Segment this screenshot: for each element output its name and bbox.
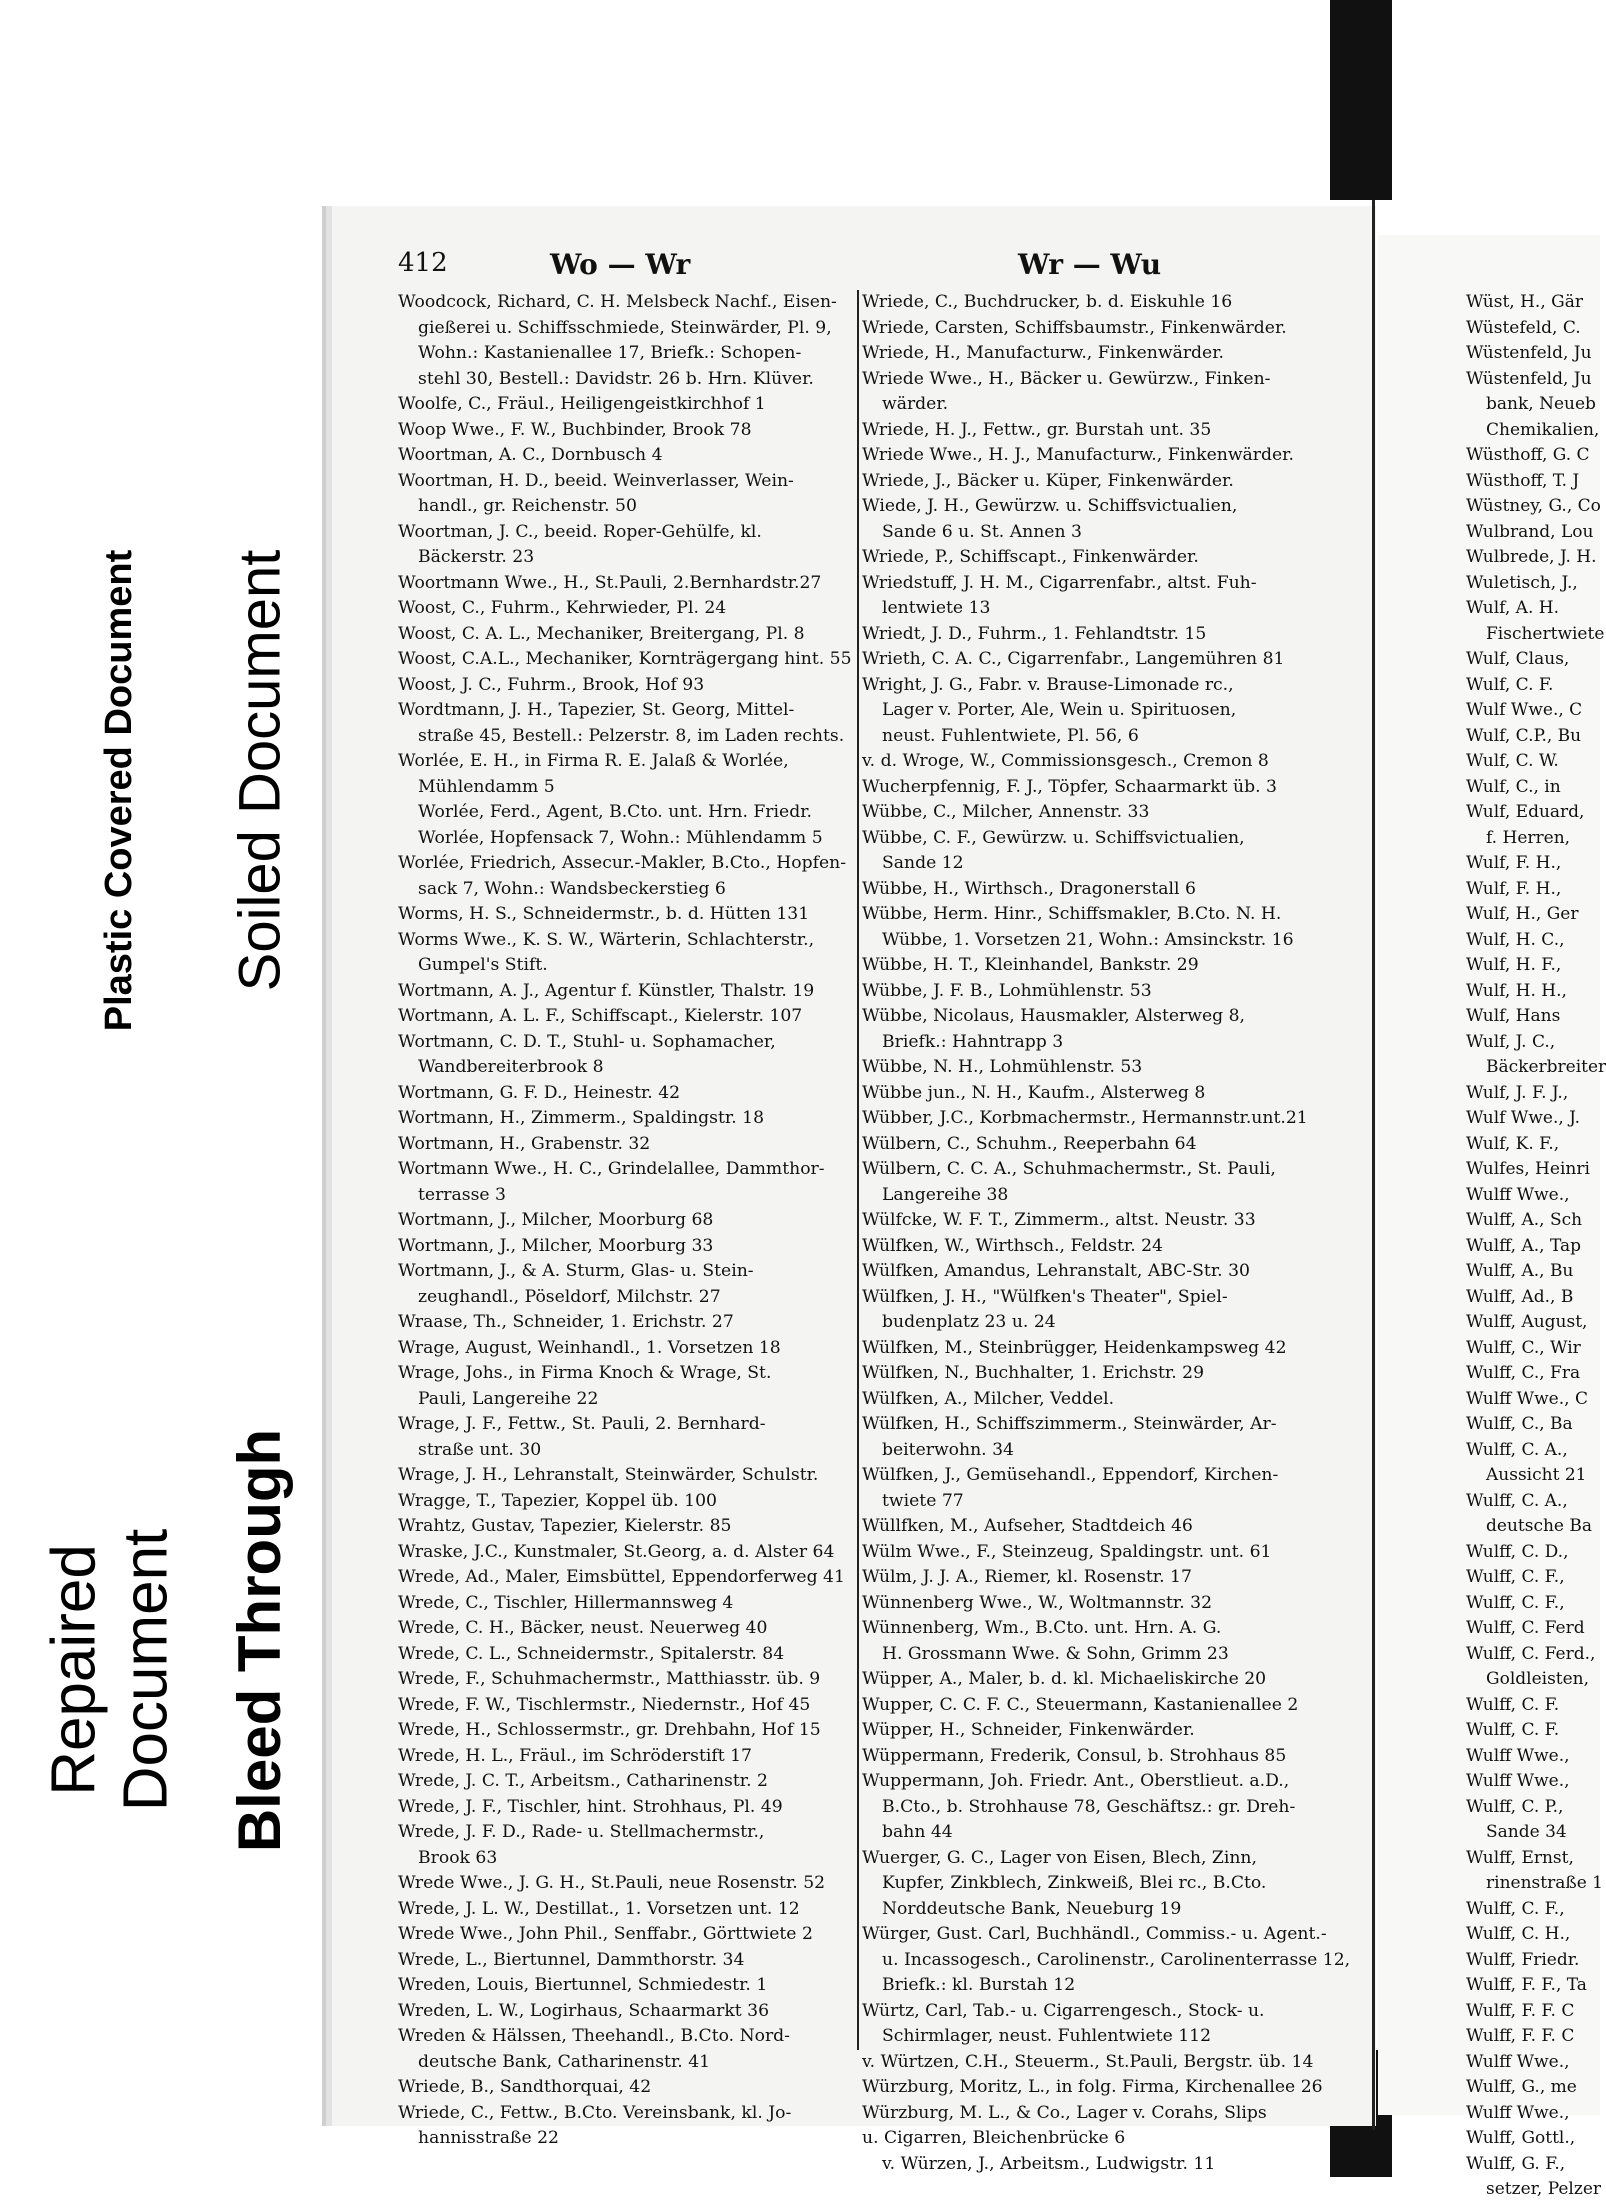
directory-entry-line: Aussicht 21 bbox=[1486, 1465, 1587, 1485]
directory-entry-line: Wrede, C. L., Schneidermstr., Spitalerstr. 84 bbox=[398, 1643, 785, 1664]
directory-entry-line: Wüpper, A., Maler, b. d. kl. Michaeliskirche 20 bbox=[862, 1669, 1267, 1689]
directory-entry-line: Wrede, F., Schuhmachermstr., Matthiasstr. üb. 9 bbox=[398, 1669, 821, 1689]
directory-entry-line: Wulff, C. F. bbox=[1466, 1720, 1560, 1740]
directory-entry-line: Wulff, C. Ferd., bbox=[1466, 1643, 1596, 1664]
directory-entry-line: terrasse 3 bbox=[418, 1184, 506, 1205]
directory-entry-line: Norddeutsche Bank, Neueburg 19 bbox=[882, 1898, 1182, 1919]
directory-entry-line: Wüst, H., Gär bbox=[1466, 292, 1583, 312]
directory-entry-line: Wulff, C. Ferd bbox=[1466, 1618, 1585, 1638]
directory-entry-line: Woost, C. A. L., Mechaniker, Breitergang, Pl. 8 bbox=[398, 623, 805, 644]
directory-entry-line: Wülfken, Amandus, Lehranstalt, ABC-Str. 30 bbox=[862, 1261, 1250, 1281]
directory-entry-line: Wriede Wwe., H. J., Manufacturw., Finkenwärder. bbox=[862, 445, 1294, 465]
directory-entry-line: Wulff, F. F., Ta bbox=[1466, 1975, 1587, 1995]
directory-entry-line: Wortmann, G. F. D., Heinestr. 42 bbox=[398, 1082, 681, 1103]
directory-entry-line: Wulff, G., me bbox=[1466, 2077, 1577, 2097]
directory-entry-line: Wulff, C. F., bbox=[1466, 1567, 1565, 1587]
directory-entry-line: Sande 12 bbox=[882, 853, 964, 873]
directory-entry-line: Wrede, C. H., Bäcker, neust. Neuerweg 40 bbox=[398, 1618, 768, 1638]
directory-entry-line: Wulf, J. F. J., bbox=[1466, 1082, 1569, 1103]
directory-entry-line: Woortman, A. C., Dornbusch 4 bbox=[398, 445, 663, 465]
directory-entry-line: Wübbe, 1. Vorsetzen 21, Wohn.: Amsinckstr. 16 bbox=[882, 929, 1294, 950]
label-repaired bbox=[20, 1410, 200, 1930]
directory-entry-line: Wulff, A., Bu bbox=[1466, 1261, 1574, 1281]
directory-entry-line: Wupper, C. C. F. C., Steuermann, Kastanienallee 2 bbox=[862, 1694, 1299, 1715]
directory-entry-line: Woost, C.A.L., Mechaniker, Kornträgergang hint. 55 bbox=[398, 649, 852, 669]
directory-entry-line: Worms Wwe., K. S. W., Wärterin, Schlachterstr., bbox=[398, 929, 815, 950]
directory-entry-line: Wulff Wwe., bbox=[1466, 2051, 1570, 2072]
directory-entry-line: Wülfcke, W. F. T., Zimmerm., altst. Neustr. 33 bbox=[862, 1210, 1256, 1230]
directory-entry-line: twiete 77 bbox=[882, 1490, 964, 1511]
directory-entry-line: Worlée, E. H., in Firma R. E. Jalaß & Worlée, bbox=[398, 751, 789, 771]
directory-entry-line: gießerei u. Schiffsschmiede, Steinwärder, Pl. 9, bbox=[418, 317, 832, 338]
directory-entry-line: Wrage, J. H., Lehranstalt, Steinwärder, Schulstr. bbox=[398, 1465, 819, 1485]
directory-entry-line: Wülfken, H., Schiffszimmerm., Steinwärder, Ar- bbox=[862, 1414, 1277, 1434]
directory-entry-line: Wortmann, A. L. F., Schiffscapt., Kielerstr. 107 bbox=[398, 1006, 803, 1026]
directory-entry-line: Wulff Wwe., bbox=[1466, 1745, 1570, 1766]
directory-entry-line: Wulf, F. H., bbox=[1466, 853, 1562, 873]
directory-entry-line: Wortmann, C. D. T., Stuhl- u. Sophamacher, bbox=[398, 1031, 776, 1052]
directory-entry-line: Wriedstuff, J. H. M., Cigarrenfabr., altst. Fuh- bbox=[862, 572, 1257, 593]
directory-entry-line: Wulf, Claus, bbox=[1466, 649, 1570, 669]
directory-column-adjacent bbox=[1466, 290, 1606, 2203]
directory-entry-line: Wülbern, C. C. A., Schuhmachermstr., St. Pauli, bbox=[862, 1159, 1276, 1179]
directory-entry-line: Wulff Wwe., bbox=[1466, 1771, 1570, 1791]
directory-entry-line: Wulf, C., in bbox=[1466, 776, 1561, 797]
directory-entry-line: Wreden, Louis, Biertunnel, Schmiedestr. 1 bbox=[398, 1975, 768, 1995]
directory-entry-line: f. Herren, bbox=[1486, 827, 1571, 848]
directory-entry-line: Wulf, F. H., bbox=[1466, 878, 1562, 899]
directory-entry-line: Würtz, Carl, Tab.- u. Cigarrengesch., Stock- u. bbox=[862, 2000, 1265, 2021]
directory-entry-line: Woost, C., Fuhrm., Kehrwieder, Pl. 24 bbox=[398, 598, 727, 618]
directory-entry-line: Wiede, J. H., Gewürzw. u. Schiffsvictualien, bbox=[862, 496, 1238, 516]
directory-entry-line: Wulbrede, J. H. bbox=[1466, 547, 1597, 567]
directory-entry-line: deutsche Bank, Catharinenstr. 41 bbox=[418, 2051, 711, 2072]
label-repaired-line1: Repaired bbox=[39, 1544, 109, 1796]
directory-entry-line: Bäckerstr. 23 bbox=[418, 547, 535, 567]
directory-entry-line: Wulff, C. F. bbox=[1466, 1694, 1560, 1715]
directory-entry-line: Wülfken, A., Milcher, Veddel. bbox=[862, 1388, 1115, 1409]
directory-entry-line: Wülfken, M., Steinbrügger, Heidenkampsweg 42 bbox=[862, 1337, 1287, 1358]
directory-entry-line: Wulff, C. D., bbox=[1466, 1541, 1569, 1562]
directory-entry-line: Wrede, J. L. W., Destillat., 1. Vorsetzen unt. 12 bbox=[398, 1898, 800, 1919]
directory-column-right bbox=[862, 290, 1351, 2177]
directory-entry-line: Wübber, J.C., Korbmachermstr., Hermannstr.unt.21 bbox=[862, 1108, 1308, 1128]
directory-entry-line: Wrede, F. W., Tischlermstr., Niedernstr., Hof 45 bbox=[398, 1694, 811, 1715]
directory-entry-line: Wulbrand, Lou bbox=[1466, 521, 1594, 542]
label-soiled bbox=[208, 440, 312, 1100]
directory-entry-line: Wulff, A., Tap bbox=[1466, 1235, 1581, 1256]
directory-entry-line: Wulf, C. F. bbox=[1466, 674, 1554, 695]
directory-entry-line: Woodcock, Richard, C. H. Melsbeck Nachf., Eisen- bbox=[398, 292, 837, 312]
directory-entry-line: Wülbern, C., Schuhm., Reeperbahn 64 bbox=[862, 1133, 1197, 1154]
directory-entry-line: Wüstefeld, C. bbox=[1466, 317, 1581, 338]
directory-entry-line: Wünnenberg, Wm., B.Cto. unt. Hrn. A. G. bbox=[862, 1618, 1222, 1638]
directory-entry-line: Worlée, Hopfensack 7, Wohn.: Mühlendamm 5 bbox=[418, 827, 823, 848]
label-plastic-covered-text: Plastic Covered Document bbox=[98, 549, 141, 1031]
directory-entry-line: Wuletisch, J., bbox=[1466, 572, 1578, 593]
directory-entry-line: Wübbe jun., N. H., Kaufm., Alsterweg 8 bbox=[862, 1082, 1206, 1103]
directory-entry-line: Wülm Wwe., F., Steinzeug, Spaldingstr. unt. 61 bbox=[862, 1541, 1272, 1562]
directory-entry-line: Wuppermann, Joh. Friedr. Ant., Oberstlieut. a.D., bbox=[862, 1771, 1290, 1791]
directory-entry-line: zeughandl., Pöseldorf, Milchstr. 27 bbox=[418, 1286, 721, 1307]
directory-entry-line: Wraase, Th., Schneider, 1. Erichstr. 27 bbox=[398, 1312, 734, 1332]
label-repaired-text bbox=[38, 1529, 182, 1812]
label-soiled-text: Soiled Document bbox=[227, 549, 293, 991]
directory-entry-line: Wohn.: Kastanienallee 17, Briefk.: Schopen- bbox=[418, 343, 802, 363]
directory-entry-line: Wuerger, G. C., Lager von Eisen, Blech, Zinn, bbox=[862, 1847, 1257, 1868]
directory-entry-line: Wulff, Gottl., bbox=[1466, 2128, 1576, 2148]
directory-entry-line: u. Incassogesch., Carolinenstr., Carolinenterrasse 12, bbox=[882, 1949, 1351, 1970]
directory-entry-line: Wübbe, H. T., Kleinhandel, Bankstr. 29 bbox=[862, 955, 1199, 975]
directory-entry-line: Lager v. Porter, Ale, Wein u. Spirituosen, bbox=[882, 700, 1237, 720]
directory-entry-line: wärder. bbox=[882, 394, 949, 414]
directory-entry-line: Wortmann, A. J., Agentur f. Künstler, Thalstr. 19 bbox=[398, 980, 815, 1001]
directory-entry-line: Wulf, C.P., Bu bbox=[1466, 725, 1582, 746]
directory-entry-line: Wulf, Eduard, bbox=[1466, 802, 1585, 822]
directory-entry-line: Schirmlager, neust. Fuhlentwiete 112 bbox=[882, 2026, 1212, 2046]
directory-entry-line: Wüppermann, Frederik, Consul, b. Strohhaus 85 bbox=[862, 1745, 1287, 1766]
directory-entry-line: bahn 44 bbox=[882, 1822, 953, 1842]
directory-entry-line: Woortman, H. D., beeid. Weinverlasser, Wein- bbox=[398, 470, 794, 491]
directory-entry-line: Wriedt, J. D., Fuhrm., 1. Fehlandtstr. 15 bbox=[862, 623, 1207, 644]
directory-entry-line: Briefk.: kl. Burstah 12 bbox=[882, 1975, 1076, 1995]
directory-entry-line: Woolfe, C., Fräul., Heiligengeistkirchhof 1 bbox=[398, 394, 766, 414]
directory-entry-line: Wraske, J.C., Kunstmaler, St.Georg, a. d. Alster 64 bbox=[398, 1541, 835, 1562]
directory-entry-line: straße 45, Bestell.: Pelzerstr. 8, im Laden rechts. bbox=[418, 725, 845, 746]
directory-entry-line: Briefk.: Hahntrapp 3 bbox=[882, 1031, 1064, 1052]
directory-entry-line: Wriede, H. J., Fettw., gr. Burstah unt. 35 bbox=[862, 419, 1212, 440]
directory-entry-line: Wreden & Hälssen, Theehandl., B.Cto. Nord- bbox=[398, 2026, 790, 2046]
directory-entry-line: Mühlendamm 5 bbox=[418, 776, 555, 797]
directory-entry-line: Bäckerbreiter bbox=[1486, 1057, 1606, 1077]
directory-entry-line: Wüllfken, M., Aufseher, Stadtdeich 46 bbox=[862, 1516, 1193, 1536]
label-plastic-covered bbox=[60, 470, 180, 1110]
directory-entry-line: Wrede Wwe., J. G. H., St.Pauli, neue Rosenstr. 52 bbox=[398, 1873, 826, 1893]
directory-entry-line: Sande 34 bbox=[1486, 1822, 1567, 1842]
directory-entry-line: Woop Wwe., F. W., Buchbinder, Brook 78 bbox=[398, 419, 752, 440]
page-fold-edge bbox=[1372, 200, 1375, 2130]
directory-entry-line: v. Würzen, J., Arbeitsm., Ludwigstr. 11 bbox=[882, 2153, 1216, 2174]
directory-entry-line: Wriede, Carsten, Schiffsbaumstr., Finkenwärder. bbox=[862, 317, 1287, 338]
directory-entry-line: Wülfken, J. H., "Wülfken's Theater", Spiel- bbox=[862, 1286, 1228, 1307]
directory-entry-line: Wulf Wwe., J. bbox=[1466, 1108, 1581, 1128]
directory-entry-line: Wrede, J. F. D., Rade- u. Stellmachermstr., bbox=[398, 1822, 765, 1842]
directory-entry-line: Wulf, C. W. bbox=[1466, 751, 1559, 771]
directory-entry-line: Kupfer, Zinkblech, Zinkweiß, Blei rc., B.Cto. bbox=[882, 1873, 1267, 1893]
directory-entry-line: Wüsthoff, G. C bbox=[1466, 445, 1590, 465]
directory-entry-line: beiterwohn. 34 bbox=[882, 1439, 1014, 1460]
directory-entry-line: Wulf, K. F., bbox=[1466, 1133, 1560, 1154]
directory-entry-line: Wrage, J. F., Fettw., St. Pauli, 2. Bernhard- bbox=[398, 1414, 766, 1434]
directory-entry-line: Wucherpfennig, F. J., Töpfer, Schaarmarkt üb. 3 bbox=[862, 776, 1277, 797]
directory-entry-line: Wulf, H. H., bbox=[1466, 980, 1567, 1001]
directory-entry-line: Wrede, L., Biertunnel, Dammthorstr. 34 bbox=[398, 1949, 745, 1970]
directory-entry-line: Gumpel's Stift. bbox=[418, 955, 548, 975]
label-bleed-through-text: Bleed Through bbox=[226, 1428, 294, 1852]
directory-entry-line: Wriede, C., Fettw., B.Cto. Vereinsbank, kl. Jo- bbox=[398, 2102, 792, 2123]
directory-entry-line: Wortmann, J., Milcher, Moorburg 33 bbox=[398, 1235, 714, 1256]
directory-entry-line: Wülfken, J., Gemüsehandl., Eppendorf, Kirchen- bbox=[862, 1465, 1279, 1485]
directory-entry-line: Wragge, T., Tapezier, Koppel üb. 100 bbox=[398, 1490, 717, 1511]
directory-entry-line: Sande 6 u. St. Annen 3 bbox=[882, 521, 1082, 542]
directory-entry-line: Wübbe, C., Milcher, Annenstr. 33 bbox=[862, 802, 1150, 822]
directory-entry-line: Wrede, C., Tischler, Hillermannsweg 4 bbox=[398, 1592, 734, 1613]
directory-entry-line: Fischertwiete bbox=[1486, 623, 1605, 644]
directory-entry-line: Wulff, G. F., bbox=[1466, 2153, 1566, 2174]
directory-entry-line: Wulf Wwe., C bbox=[1466, 700, 1583, 720]
directory-column-left bbox=[398, 290, 856, 2152]
directory-entry-line: Wulf, Hans bbox=[1466, 1006, 1561, 1026]
right-column-range: Wr — Wu bbox=[1018, 248, 1162, 281]
directory-entry-line: Wulff, C. H., bbox=[1466, 1924, 1571, 1944]
directory-entry-line: Wübbe, Nicolaus, Hausmakler, Alsterweg 8, bbox=[862, 1006, 1245, 1026]
directory-entry-line: Wüstney, G., Co bbox=[1466, 496, 1601, 516]
directory-entry-line: Wulff Wwe., C bbox=[1466, 1388, 1588, 1409]
directory-entry-line: Wüpper, H., Schneider, Finkenwärder. bbox=[862, 1720, 1195, 1740]
directory-entry-line: Worms, H. S., Schneidermstr., b. d. Hütten 131 bbox=[398, 904, 810, 924]
directory-entry-line: Wulf, J. C., bbox=[1466, 1031, 1556, 1052]
directory-entry-line: Wulff, C. A., bbox=[1466, 1490, 1568, 1511]
directory-entry-line: Wulff, Ad., B bbox=[1466, 1286, 1574, 1307]
directory-entry-line: Wulff, C. A., bbox=[1466, 1439, 1568, 1460]
directory-entry-line: lentwiete 13 bbox=[882, 598, 991, 618]
directory-entry-line: Wrede, J. C. T., Arbeitsm., Catharinenstr. 2 bbox=[398, 1771, 768, 1791]
directory-entry-line: rinenstraße 1 bbox=[1486, 1873, 1603, 1893]
directory-entry-line: Wulf, H. C., bbox=[1466, 929, 1565, 950]
directory-entry-line: Wriede, C., Buchdrucker, b. d. Eiskuhle 16 bbox=[862, 292, 1233, 312]
directory-entry-line: Wriede, P., Schiffscapt., Finkenwärder. bbox=[862, 547, 1199, 567]
directory-entry-line: neust. Fuhlentwiete, Pl. 56, 6 bbox=[882, 725, 1139, 746]
directory-entry-line: B.Cto., b. Strohhause 78, Geschäftsz.: gr. Dreh- bbox=[882, 1796, 1296, 1817]
directory-entry-line: Wulff, A., Sch bbox=[1466, 1210, 1583, 1230]
scanner-bar-top bbox=[1330, 0, 1392, 200]
directory-entry-line: Wülfken, W., Wirthsch., Feldstr. 24 bbox=[862, 1235, 1163, 1256]
directory-entry-line: Wüsthoff, T. J bbox=[1466, 470, 1580, 491]
directory-entry-line: Wandbereiterbrook 8 bbox=[418, 1057, 604, 1077]
directory-entry-line: Wrieth, C. A. C., Cigarrenfabr., Langemühren 81 bbox=[862, 649, 1285, 669]
directory-entry-line: Wriede Wwe., H., Bäcker u. Gewürzw., Finken- bbox=[862, 368, 1271, 389]
directory-entry-line: Worlée, Friedrich, Assecur.-Makler, B.Cto., Hopfen- bbox=[398, 853, 847, 873]
left-column-range: Wo — Wr bbox=[550, 248, 691, 281]
directory-entry-line: Wübbe, N. H., Lohmühlenstr. 53 bbox=[862, 1057, 1143, 1077]
directory-entry-line: Wulff, C., Wir bbox=[1466, 1337, 1581, 1358]
directory-entry-line: Wriede, H., Manufacturw., Finkenwärder. bbox=[862, 343, 1225, 363]
directory-entry-line: Würzburg, Moritz, L., in folg. Firma, Kirchenallee 26 bbox=[862, 2077, 1323, 2097]
directory-entry-line: Wriede, B., Sandthorquai, 42 bbox=[398, 2077, 652, 2097]
directory-entry-line: Wortmann, H., Zimmerm., Spaldingstr. 18 bbox=[398, 1108, 765, 1128]
directory-entry-line: Wright, J. G., Fabr. v. Brause-Limonade rc., bbox=[862, 674, 1234, 695]
directory-entry-line: Wulff, C. P., bbox=[1466, 1796, 1564, 1817]
directory-entry-line: Wulff Wwe., bbox=[1466, 2102, 1570, 2123]
directory-entry-line: Wübbe, J. F. B., Lohmühlenstr. 53 bbox=[862, 980, 1152, 1001]
directory-entry-line: Wübbe, C. F., Gewürzw. u. Schiffsvictualien, bbox=[862, 827, 1245, 848]
directory-entry-line: handl., gr. Reichenstr. 50 bbox=[418, 496, 637, 516]
directory-entry-line: Wrede, H., Schlossermstr., gr. Drehbahn, Hof 15 bbox=[398, 1720, 821, 1740]
directory-entry-line: H. Grossmann Wwe. & Sohn, Grimm 23 bbox=[882, 1643, 1229, 1664]
column-divider bbox=[857, 290, 859, 2050]
directory-entry-line: Wrahtz, Gustav, Tapezier, Kielerstr. 85 bbox=[398, 1516, 732, 1536]
directory-entry-line: stehl 30, Bestell.: Davidstr. 26 b. Hrn. Klüver. bbox=[418, 368, 814, 389]
directory-entry-line: Wulff, C., Fra bbox=[1466, 1363, 1581, 1383]
directory-entry-line: Wordtmann, J. H., Tapezier, St. Georg, Mittel- bbox=[398, 700, 795, 720]
label-bleed-through bbox=[205, 1360, 315, 1920]
directory-entry-line: Wrage, Johs., in Firma Knoch & Wrage, St. bbox=[398, 1363, 772, 1383]
directory-entry-line: v. Würtzen, C.H., Steuerm., St.Pauli, Bergstr. üb. 14 bbox=[862, 2051, 1314, 2072]
directory-entry-line: Worlée, Ferd., Agent, B.Cto. unt. Hrn. Friedr. bbox=[418, 802, 812, 822]
directory-entry-line: Wortmann Wwe., H. C., Grindelallee, Dammthor- bbox=[398, 1159, 825, 1179]
directory-entry-line: Wriede, J., Bäcker u. Küper, Finkenwärder. bbox=[862, 470, 1234, 491]
directory-entry-line: Chemikalien, bbox=[1486, 419, 1600, 440]
directory-entry-line: Langereihe 38 bbox=[882, 1184, 1009, 1205]
directory-entry-line: Wülfken, N., Buchhalter, 1. Erichstr. 29 bbox=[862, 1363, 1205, 1383]
directory-entry-line: deutsche Ba bbox=[1486, 1516, 1593, 1536]
directory-entry-line: Würzburg, M. L., & Co., Lager v. Corahs, Slips bbox=[862, 2102, 1267, 2123]
directory-entry-line: Wulf, H. F., bbox=[1466, 955, 1562, 975]
directory-entry-line: bank, Neueb bbox=[1486, 394, 1596, 414]
directory-entry-line: Wrede Wwe., John Phil., Senffabr., Görttwiete 2 bbox=[398, 1924, 813, 1944]
directory-entry-line: Woortmann Wwe., H., St.Pauli, 2.Bernhardstr.27 bbox=[398, 572, 822, 593]
directory-entry-line: setzer, Pelzer bbox=[1486, 2179, 1602, 2199]
directory-entry-line: Wortmann, H., Grabenstr. 32 bbox=[398, 1133, 651, 1154]
directory-entry-line: Wulff, Ernst, bbox=[1466, 1847, 1574, 1868]
directory-entry-line: Wrage, August, Weinhandl., 1. Vorsetzen 18 bbox=[398, 1337, 781, 1358]
directory-entry-line: Wulff, F. F. C bbox=[1466, 2000, 1575, 2021]
directory-entry-line: Wulff, C. F., bbox=[1466, 1898, 1565, 1919]
directory-entry-line: Woortman, J. C., beeid. Roper-Gehülfe, kl. bbox=[398, 521, 762, 542]
page-number: 412 bbox=[398, 248, 448, 278]
directory-entry-line: Wünnenberg Wwe., W., Woltmannstr. 32 bbox=[862, 1592, 1213, 1613]
directory-entry-line: Wrede, Ad., Maler, Eimsbüttel, Eppendorferweg 41 bbox=[398, 1567, 845, 1587]
directory-entry-line: Wulfes, Heinri bbox=[1466, 1159, 1590, 1179]
directory-entry-line: Wübbe, Herm. Hinr., Schiffsmakler, B.Cto. N. H. bbox=[862, 904, 1282, 924]
directory-entry-line: Woost, J. C., Fuhrm., Brook, Hof 93 bbox=[398, 674, 705, 695]
directory-entry-line: straße unt. 30 bbox=[418, 1439, 542, 1460]
directory-entry-line: hannisstraße 22 bbox=[418, 2128, 559, 2148]
directory-entry-line: Würger, Gust. Carl, Buchhändl., Commiss.- u. Agent.- bbox=[862, 1924, 1327, 1944]
directory-entry-line: Wüstenfeld, Ju bbox=[1466, 368, 1592, 389]
directory-entry-line: Wülm, J. J. A., Riemer, kl. Rosenstr. 17 bbox=[862, 1567, 1192, 1587]
directory-entry-line: Wulff, Friedr. bbox=[1466, 1949, 1580, 1970]
directory-entry-line: Wreden, L. W., Logirhaus, Schaarmarkt 36 bbox=[398, 2000, 770, 2021]
directory-entry-line: budenplatz 23 u. 24 bbox=[882, 1312, 1056, 1332]
directory-entry-line: Wortmann, J., & A. Sturm, Glas- u. Stein- bbox=[398, 1261, 754, 1281]
directory-entry-line: Wulff, C. F., bbox=[1466, 1592, 1565, 1613]
directory-entry-line: Wrede, J. F., Tischler, hint. Strohhaus, Pl. 49 bbox=[398, 1796, 783, 1817]
directory-entry-line: Goldleisten, bbox=[1486, 1669, 1590, 1689]
directory-entry-line: Pauli, Langereihe 22 bbox=[418, 1388, 599, 1409]
directory-entry-line: Wulf, A. H. bbox=[1466, 598, 1559, 618]
directory-entry-line: Wulf, H., Ger bbox=[1466, 904, 1579, 924]
directory-entry-line: Wüstenfeld, Ju bbox=[1466, 343, 1592, 363]
directory-entry-line: Wulff, F. F. C bbox=[1466, 2026, 1575, 2046]
directory-entry-line: v. d. Wroge, W., Commissionsgesch., Cremon 8 bbox=[862, 751, 1269, 771]
directory-entry-line: sack 7, Wohn.: Wandsbeckerstieg 6 bbox=[418, 878, 726, 899]
directory-entry-line: Wrede, H. L., Fräul., im Schröderstift 17 bbox=[398, 1745, 752, 1766]
label-repaired-line2: Document bbox=[111, 1528, 181, 1812]
directory-entry-line: Wortmann, J., Milcher, Moorburg 68 bbox=[398, 1210, 714, 1230]
directory-entry-line: Wulff Wwe., bbox=[1466, 1184, 1570, 1205]
directory-entry-line: u. Cigarren, Bleichenbrücke 6 bbox=[862, 2128, 1126, 2148]
directory-entry-line: Wulff, C., Ba bbox=[1466, 1414, 1573, 1434]
directory-entry-line: Wulff, August, bbox=[1466, 1312, 1588, 1332]
directory-entry-line: Brook 63 bbox=[418, 1847, 498, 1868]
directory-entry-line: Wübbe, H., Wirthsch., Dragonerstall 6 bbox=[862, 878, 1196, 899]
